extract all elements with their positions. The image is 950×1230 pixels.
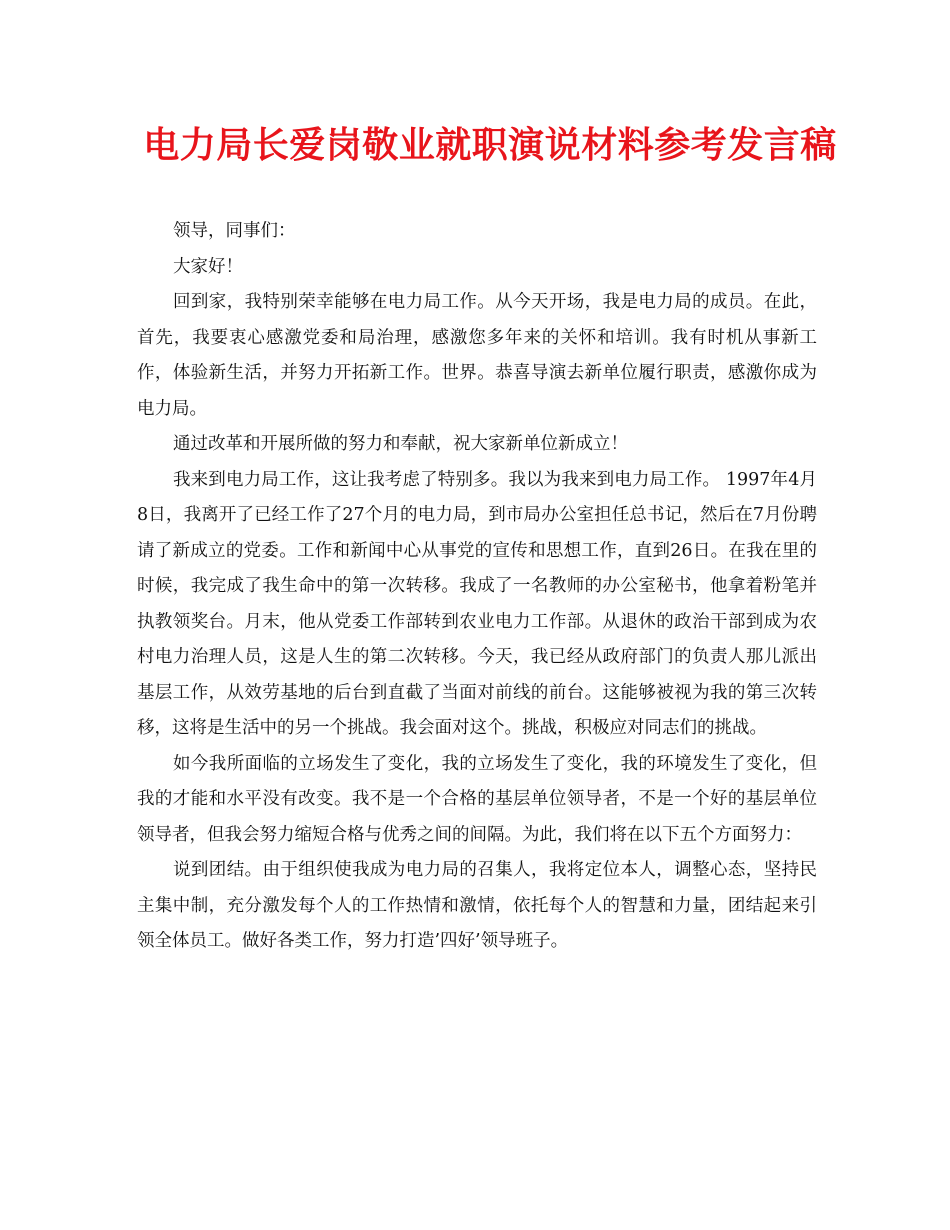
salutation: 领导，同事们： [173, 221, 296, 241]
greeting: 大家好！ [173, 256, 243, 277]
paragraph: 如今我所面临的立场发生了变化，我的立场发生了变化，我的环境发生了变化，但我的才能和水平没有改变。我不是一个合格的基层单位领导者，不是一个好的基层单位领导者，但我会努力缩短合格与优秀之间的间隔。为此，我们将在以下五个方面努力： [137, 753, 817, 845]
paragraph: 通过改革和开展所做的努力和奉献，祝大家新单位新成立！ [173, 434, 628, 454]
paragraph: 我来到电力局工作，这让我考虑了特别多。我以为我来到电力局工作。 1997年4月8日，我离开了已经工作了27个月的电力局，到市局办公室担任总书记，然后在7月份聘请了新成立的党委。工作和新闻中心从事党的宣传和思想工作，直到26日。在我在里的时候，我完成了我生命中的第一次转移。我成了一名教师的办公室秘书，他拿着粉笔并执教领奖台。月末，他从党委工作部转到农业电力工作部。从退休的政治干部到成为农村电力治理人员，这是人生的第二次转移。今天，我已经从政府部门的负责人那儿派出基层工作，从效劳基地的后台到直截了当面对前线的前台。这能够被视为我的第三次转移，这将是生活中的另一个挑战。我会面对这个。挑战，积极应对同志们的挑战。 [137, 469, 817, 738]
paragraph: 回到家，我特别荣幸能够在电力局工作。从今天开场，我是电力局的成员。在此，首先，我要衷心感激党委和局治理，感激您多年来的关怀和培训。我有时机从事新工作，体验新生活，并努力开拓新工作。世界。恭喜导演去新单位履行职责，感激你成为电力局。 [137, 292, 817, 419]
paragraph: 说到团结。由于组织使我成为电力局的召集人，我将定位本人，调整心态，坚持民主集中制，充分激发每个人的工作热情和激情，依托每个人的智慧和力量，团结起来引领全体员工。做好各类工作，努力打造’四好’领导班子。 [137, 860, 817, 951]
document-body [137, 214, 817, 960]
document-title: 电力局长爱岗敬业就职演说材料参考发言稿 [143, 125, 837, 166]
